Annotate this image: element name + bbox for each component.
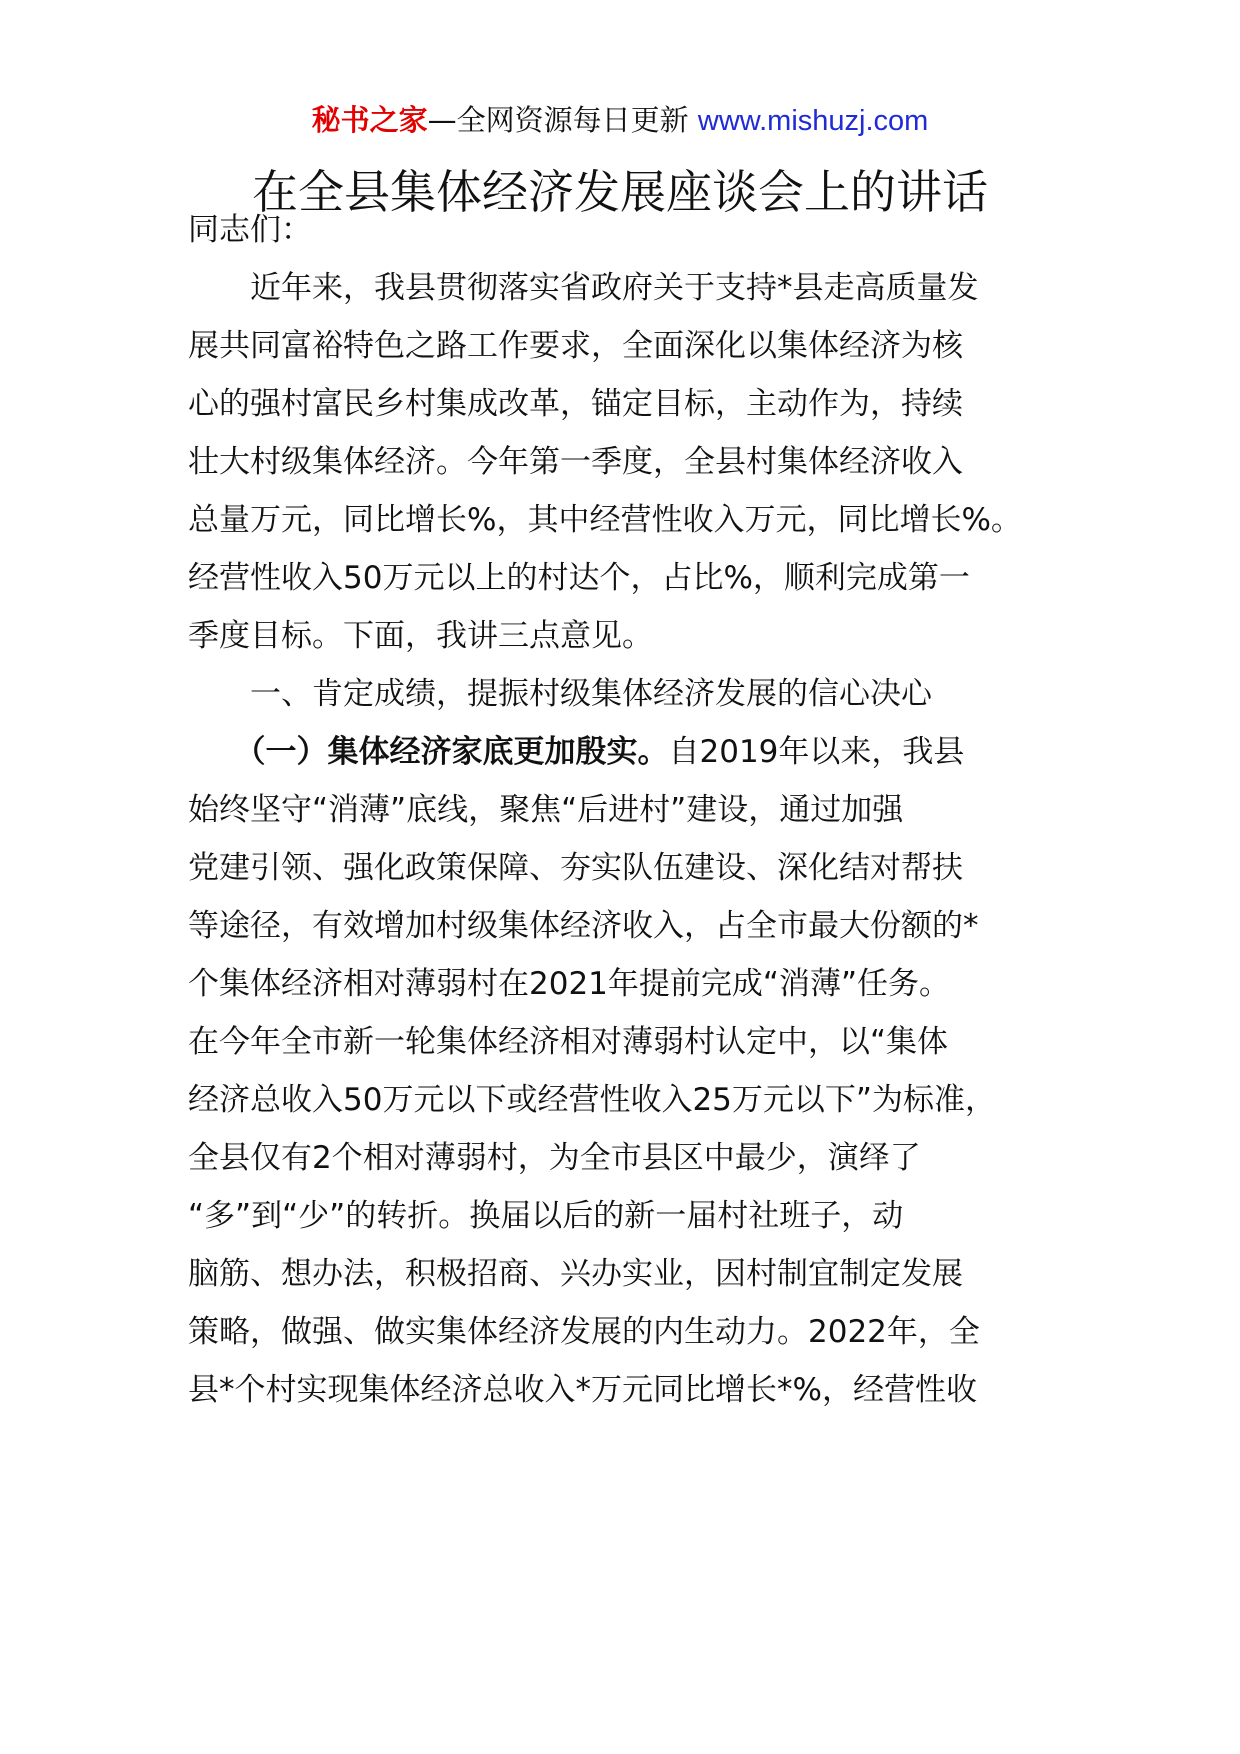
section-heading: 一、肯定成绩，提振村级集体经济发展的信心决心: [188, 676, 932, 712]
body-line: 总量万元，同比增长%，其中经营性收入万元，同比增长%。: [188, 502, 1022, 538]
body-line: 展共同富裕特色之路工作要求，全面深化以集体经济为核: [188, 328, 963, 364]
body-line: 在今年全市新一轮集体经济相对薄弱村认定中，以“集体: [188, 1024, 949, 1060]
body-line: 等途径，有效增加村级集体经济收入，占全市最大份额的*: [188, 908, 979, 944]
body-line: 季度目标。下面，我讲三点意见。: [188, 618, 653, 654]
site-url-link[interactable]: www.mishuzj.com: [697, 105, 929, 137]
body-line: 始终坚守“消薄”底线，聚焦“后进村”建设，通过加强: [188, 792, 904, 828]
body-line: 壮大村级集体经济。今年第一季度，全县村集体经济收入: [188, 444, 963, 480]
body-line: 脑筋、想办法，积极招商、兴办实业，因村制宜制定发展: [188, 1256, 963, 1292]
body-line: 同志们：: [188, 212, 312, 248]
body-line: 经济总收入50万元以下或经营性收入25万元以下”为标准，: [188, 1082, 996, 1118]
header-slogan: —全网资源每日更新: [427, 103, 698, 137]
body-line: 心的强村富民乡村集成改革，锚定目标，主动作为，持续: [188, 386, 963, 422]
body-line: 全县仅有2个相对薄弱村，为全市县区中最少，演绎了: [188, 1140, 921, 1176]
body-line: 经营性收入50万元以上的村达个，占比%，顺利完成第一: [188, 560, 970, 596]
document-title: 在全县集体经济发展座谈会上的讲话: [252, 165, 988, 219]
subsection-line: [188, 730, 964, 774]
body-line: 县*个村实现集体经济总收入*万元同比增长*%，经营性收: [188, 1372, 977, 1408]
site-header: [0, 100, 1240, 141]
body-line: 个集体经济相对薄弱村在2021年提前完成“消薄”任务。: [188, 966, 951, 1002]
body-line: 近年来，我县贯彻落实省政府关于支持*县走高质量发: [188, 270, 979, 306]
body-line: “多”到“少”的转折。换届以后的新一届村社班子，动: [188, 1198, 904, 1234]
body-line: 党建引领、强化政策保障、夯实队伍建设、深化结对帮扶: [188, 850, 963, 886]
subsection-text: 自2019年以来，我县: [668, 734, 965, 770]
subsection-heading: （一）集体经济家底更加殷实。: [250, 734, 669, 770]
body-line: 策略，做强、做实集体经济发展的内生动力。2022年，全: [188, 1314, 980, 1350]
brand-name: 秘书之家: [311, 103, 428, 137]
